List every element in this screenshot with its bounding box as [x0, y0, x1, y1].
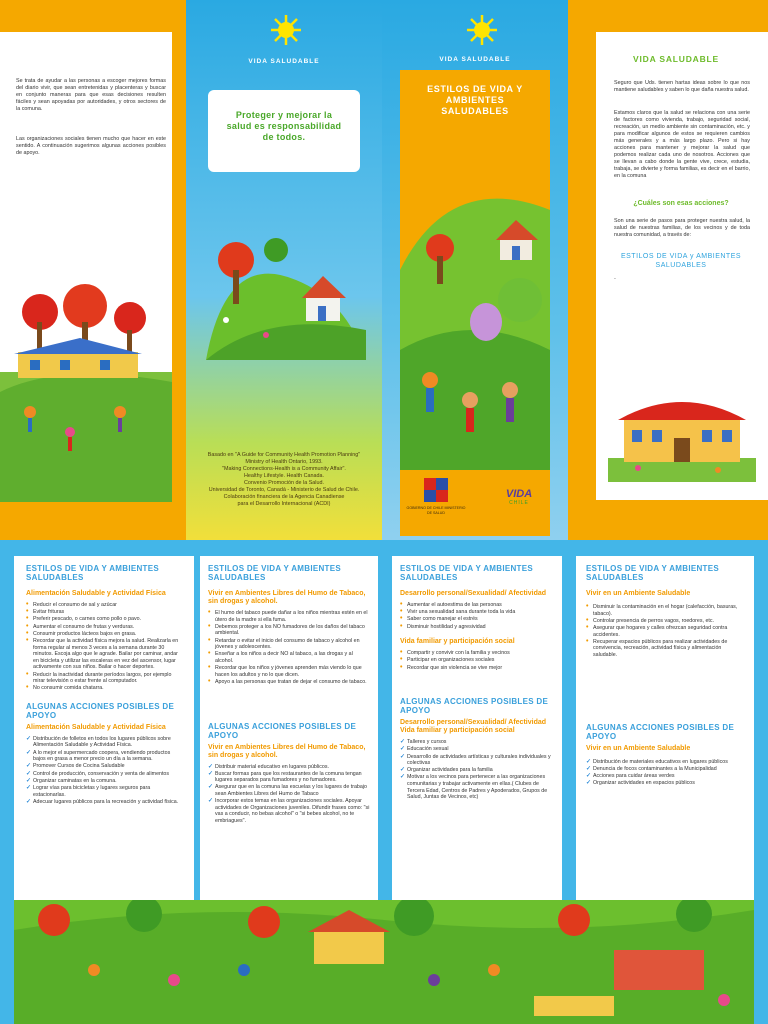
- card-header: ESTILOS DE VIDA Y AMBIENTES SALUDABLES: [208, 564, 342, 582]
- list-item: ✓ Incorporar estos temas en las organizaciones sociales. Apoyar actividades de Organizaciones juveniles. Difundir frases como: "si vas a conducir, no bebas alcohol" o "si bebes alcohol, no te embriagues".: [208, 798, 370, 824]
- list-item: • Enseñar a los niños a decir NO al tabaco, a las drogas y al alcohol.: [208, 651, 370, 664]
- right-paragraph-2: Estamos claros que la salud se relaciona con una serie de factores como vivienda, trabajo, seguridad social, recreación, un medio ambiente sin contaminación, etc. y para modificar algunos de estos se requieren cambios más generales y a más largo plazo. Pero si hay acciones para mantener y mejorar la salud que podemos realizar cada uno de nosotros. Acciones que se llevan a cabo donde la gente vive, crece, estudia, trabaja, se divierte y forma familias, es decir en el barrio, en la comuna: [614, 110, 750, 179]
- list-item: ✓ Organizar actividades en espacios públicos: [586, 780, 744, 787]
- list-item: ✓ Educación sexual: [400, 746, 554, 753]
- list-item: • Aumentar el consumo de frutas y verduras.: [26, 624, 182, 631]
- list-item: • Recordar que sin violencia se vive mejor: [400, 665, 554, 672]
- list-item: ✓ Asegurar que en la comuna las escuelas y los lugares de trabajo sean Ambientes Libres del Humo de Tabaco: [208, 784, 370, 797]
- list-item: • Retardar o evitar el inicio del consumo de tabaco y alcohol en jóvenes y adolescentes.: [208, 638, 370, 651]
- list-item: • Evitar frituras: [26, 609, 182, 616]
- list-item: ✓ Adecuar lugares públicos para la recreación y actividad física.: [26, 799, 182, 806]
- gov-chile-logo: [424, 478, 448, 502]
- card-header: ESTILOS DE VIDA Y AMBIENTES SALUDABLES: [586, 564, 720, 582]
- sun-icon: [466, 14, 498, 46]
- left-paragraph-2: Las organizaciones sociales tienen mucho que hacer en este sentido. A continuación sugerimos algunas acciones posibles de apoyo.: [16, 136, 166, 156]
- park-illustration: [14, 900, 754, 1024]
- right-paragraph-3: Son una serie de pasos para proteger nuestra salud, la salud de nuestras familias, de los vecinos y de toda nuestra comunidad, a través de:: [614, 218, 750, 238]
- card-subtitle-2: Vivir en un Ambiente Saludable: [586, 744, 691, 752]
- card-header: ESTILOS DE VIDA Y AMBIENTES SALUDABLES: [26, 564, 160, 582]
- list-item: ✓ Distribuir material educativo en lugares públicos.: [208, 764, 370, 771]
- credit-line: Convenio Promoción de la Salud.: [243, 480, 324, 486]
- credits: [196, 452, 372, 508]
- slogan-text: Proteger y mejorar la salud es responsabilidad de todos.: [226, 110, 342, 142]
- card-list-2: [400, 739, 554, 801]
- gov-label: GOBIERNO DE CHILE MINISTERIO DE SALUD: [406, 506, 466, 515]
- cover-illustration: [400, 150, 550, 470]
- right-dot: .: [614, 274, 616, 281]
- info-card: [200, 556, 378, 934]
- cover-panel: [382, 0, 568, 540]
- card-subtitle: Desarrollo personal/Sexualidad/ Afectividad: [400, 590, 547, 597]
- card-list-2: [586, 759, 744, 787]
- vida-logo-text: VIDA: [505, 488, 533, 500]
- list-item: ✓ Distribución de materiales educativos en lugares públicos: [586, 759, 744, 766]
- list-item: • Reducir el consumo de sal y azúcar: [26, 602, 182, 609]
- credit-line: Ministry of Health Ontario, 1993.: [245, 459, 323, 465]
- card-list: [400, 602, 554, 630]
- left-panel: [0, 32, 172, 502]
- list-item: ✓ A lo mejor el supermercado coopera, vendiendo productos bajos en grasa a menor precio un día a la semana.: [26, 750, 182, 763]
- right-panel: [596, 32, 768, 500]
- municipality-illustration: [608, 388, 756, 482]
- credit-line: Basado en "A Guide for Community Health Promotion Planning": [207, 452, 361, 458]
- credit-line: Healthy Lifestyle. Health Canada.: [243, 473, 324, 479]
- list-item: • Reducir la inactividad durante períodos largos, por ejemplo mirar televisión o estar frente al computador.: [26, 672, 182, 685]
- list-item: • Consumir productos lácteos bajos en grasa.: [26, 631, 182, 638]
- list-item: ✓ Denuncia de focos contaminantes a la Municipalidad: [586, 766, 744, 773]
- cover-brand: VIDA SALUDABLE: [439, 56, 511, 63]
- vida-logo-sub: CHILE: [509, 500, 529, 506]
- credit-line: Universidad de Toronto, Canadá - Ministerio de Salud de Chile.: [208, 487, 360, 493]
- credit-line: Colaboración financiera de la Agencia Canadiense: [223, 494, 345, 500]
- list-item: • Controlar presencia de perros vagos, roedores, etc.: [586, 618, 744, 625]
- village-illustration: [0, 282, 172, 502]
- list-item: • Preferir pescado, o carnes como pollo o pavo.: [26, 616, 182, 623]
- middle-panel: [186, 0, 382, 540]
- card-subtitle: Vivir en un Ambiente Saludable: [586, 590, 691, 597]
- list-item: ✓ Acciones para cuidar áreas verdes: [586, 773, 744, 780]
- card-header-2: ALGUNAS ACCIONES POSIBLES DE APOYO: [400, 697, 549, 716]
- list-item: • Recuperar espacios públicos para realizar actividades de convivencia, recreación, actividad física y alimentación saludable.: [586, 639, 744, 659]
- card-list-2: [26, 736, 182, 806]
- list-item: • Recordar que la actividad física mejora la salud. Realizarla en forma regular al menos 3 veces a la semana durante 30 minutos. Escoja algo que le agrade. Bailar por caminar, andar en bicicleta y utilizar las escaleras en vez del ascensor, lugar activamente con sus niños. Bailar o hacer deportes.: [26, 638, 182, 671]
- list-item: • Recordar que los niños y jóvenes aprenden más viendo lo que hacen los adultos y no lo que dicen.: [208, 665, 370, 678]
- card-list: [586, 604, 744, 659]
- card-subtitle-2: Vivir en Ambientes Libres del Humo de Tabaco, sin drogas y alcohol.: [208, 743, 366, 759]
- card-subtitle-2: Desarrollo personal/Sexualidad/ Afectividad Vida familiar y participación social: [400, 719, 547, 735]
- list-item: ✓ Organizar actividades para la familia: [400, 767, 554, 774]
- right-highlight: ESTILOS DE VIDA y AMBIENTES SALUDABLES: [620, 253, 742, 269]
- list-item: • Apoyo a las personas que tratan de dejar el consumo de tabaco.: [208, 679, 370, 686]
- list-item: ✓ Lograr vías para bicicletas y lugares seguros para estacionarlas.: [26, 785, 182, 798]
- info-card: [392, 556, 562, 934]
- card-subtitle: Vivir en Ambientes Libres del Humo de Tabaco, sin drogas y alcohol.: [208, 590, 366, 605]
- card-header-2: ALGUNAS ACCIONES POSIBLES DE APOYO: [586, 722, 735, 741]
- list-item: ✓ Motivar a los vecinos para pertenecer a las organizaciones comunitarias y trabajar activamente en ellas.( Clubes de Tercera Edad, Centros de Padres y Apoderados, Grupos de Salud, Juntas de Vecinos, etc): [400, 774, 554, 800]
- list-item: ✓ Control de producción, conservación y venta de alimentos: [26, 771, 182, 778]
- list-item: • No consumir comida chatarra.: [26, 685, 182, 692]
- card-subtitle: Alimentación Saludable y Actividad Física: [26, 590, 166, 597]
- list-item: • Aumentar el autoestima de las personas: [400, 602, 554, 609]
- list-item: • Participar en organizaciones sociales: [400, 657, 554, 664]
- list-item: ✓ Talleres y cursos: [400, 739, 554, 746]
- list-item: ✓ Organizar caminatas en la comuna.: [26, 778, 182, 785]
- cover-title: ESTILOS DE VIDA Y AMBIENTES SALUDABLES: [427, 84, 523, 116]
- info-card: [14, 556, 194, 934]
- list-item: • Disminuir la contaminación en el hogar (calefacción, basuras, tabaco).: [586, 604, 744, 617]
- list-item: • Compartir y convivir con la familia y vecinos: [400, 650, 554, 657]
- list-item: • El humo del tabaco puede dañar a los niños mientras estén en el útero de la madre si ella fuma.: [208, 610, 370, 623]
- left-paragraph-1: Se trata de ayudar a las personas a escoger mejores formas del diario vivir, que sean entretenidas y placenteras y buscar en conjunto maneras para que esas decisiones resulten fáciles y sean apoyadas por autoridades, y otros sectores de la comuna.: [16, 78, 166, 112]
- list-item: • Saber como manejar el estrés: [400, 616, 554, 623]
- right-paragraph-1: Seguro que Uds. tienen hartas ideas sobre lo que nos mantiene saludables y saben lo que daña nuestra salud.: [614, 80, 750, 93]
- list-item: • Vivir una sexualidad sana durante toda la vida: [400, 609, 554, 616]
- card-header-2: ALGUNAS ACCIONES POSIBLES DE APOYO: [208, 721, 357, 740]
- card-list: [208, 610, 370, 686]
- credit-line: "Making Connections-Health is a Community Affair".: [222, 466, 346, 472]
- card-subtitle-b: Vida familiar y participación social: [400, 638, 515, 646]
- list-item: ✓ Buscar formas para que los restaurantes de la comuna tengan lugares separados para fumadores y no fumadores.: [208, 771, 370, 784]
- sun-icon: [270, 14, 302, 46]
- vida-chile-logo: [496, 488, 542, 506]
- list-item: • Disminuir hostilidad y agresividad: [400, 624, 554, 631]
- list-item: ✓ Promover Cursos de Cocina Saludable: [26, 763, 182, 770]
- list-item: • Debemos proteger a los NO fumadores de los daños del tabaco ambiental.: [208, 624, 370, 637]
- list-item: ✓ Distribución de folletos en todos los lugares públicos sobre Alimentación Saludable y Actividad Física.: [26, 736, 182, 749]
- card-list: [26, 602, 182, 692]
- list-item: ✓ Desarrollo de actividades artísticas y culturales individuales y colectivas: [400, 754, 554, 767]
- credit-line: para el Desarrollo Internacional (ACDI): [237, 501, 331, 507]
- card-header-2: ALGUNAS ACCIONES POSIBLES DE APOYO: [26, 701, 175, 720]
- card-list-b: [400, 650, 554, 671]
- card-subtitle-2: Alimentación Saludable y Actividad Física: [26, 723, 166, 731]
- list-item: • Asegurar que hogares y calles ofrezcan seguridad contra accidentes.: [586, 625, 744, 638]
- hill-house-illustration: [206, 210, 366, 360]
- right-title: VIDA SALUDABLE: [633, 54, 719, 64]
- card-header: ESTILOS DE VIDA Y AMBIENTES SALUDABLES: [400, 564, 534, 582]
- info-card: [576, 556, 754, 934]
- middle-brand: VIDA SALUDABLE: [248, 58, 320, 65]
- right-question: ¿Cuáles son esas acciones?: [633, 200, 729, 207]
- card-list-2: [208, 764, 370, 825]
